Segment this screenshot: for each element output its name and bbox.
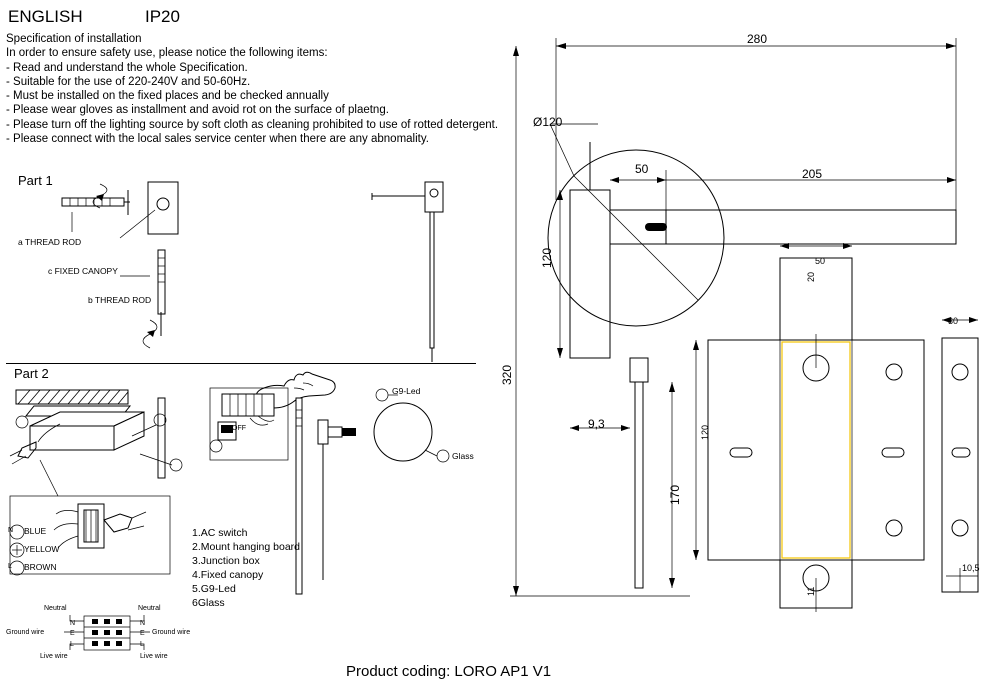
dim-arm-inner: 50 — [635, 162, 649, 176]
wire-legend-label-blue: BLUE — [24, 526, 47, 536]
terminal-right-mid-label: Ground wire — [152, 629, 191, 636]
part2-label: Part 2 — [14, 366, 49, 381]
spec-item-3: - Must be installed on the fixed places and be checked annually — [6, 90, 329, 102]
wire-legend-symbol-2: L — [8, 563, 12, 570]
terminal-left-code-n: N — [70, 620, 76, 627]
part1-callout-a: a THREAD ROD — [18, 237, 82, 247]
parts-list-item-4: 4.Fixed canopy — [192, 569, 264, 581]
terminal-left-top-label: Neutral — [44, 605, 67, 612]
terminal-right-bottom-label: Live wire — [140, 653, 168, 660]
dim-plate-width: 50 — [815, 256, 826, 266]
terminal-left-code-e: E — [70, 630, 75, 637]
dim-diameter: Ø120 — [533, 115, 563, 129]
wire-legend-symbol-0: N — [8, 527, 14, 534]
terminal-wiring-diagram — [0, 604, 220, 676]
dim-plate-height: 120 — [700, 424, 710, 440]
section-divider — [6, 363, 476, 364]
part1-diagram — [0, 160, 500, 360]
parts-list-item-6: 6Glass — [192, 597, 225, 609]
spec-item-4: - Please wear gloves as installment and avoid rot on the surface of plaetng. — [6, 104, 389, 116]
parts-list-item-5: 5.G9-Led — [192, 583, 236, 595]
product-coding-label: Product coding: LORO AP1 V1 — [346, 663, 552, 680]
terminal-right-code-e: E — [140, 630, 145, 637]
spec-title: Specification of installation — [6, 33, 142, 45]
dim-plate-thickness: 30 — [948, 316, 959, 326]
g9-led-label: G9-Led — [392, 386, 421, 396]
spec-item-2: - Suitable for the use of 220-240V and 50-60Hz. — [6, 76, 251, 88]
dim-total-height: 320 — [500, 364, 514, 385]
wire-legend-label-yellow: YELLOW — [24, 544, 60, 554]
dim-rod-length: 170 — [668, 484, 682, 505]
part1-label: Part 1 — [18, 173, 53, 188]
dim-top-width: 280 — [747, 32, 768, 46]
language-label: ENGLISH — [8, 7, 83, 26]
parts-list-item-1: 1.AC switch — [192, 527, 248, 539]
terminal-left-code-l: L — [70, 641, 74, 648]
parts-list-item-2: 2.Mount hanging board — [192, 541, 300, 553]
part1-callout-b: b THREAD ROD — [88, 295, 152, 305]
glass-label: Glass — [452, 451, 474, 461]
terminal-right-code-l: L — [140, 641, 144, 648]
dim-canopy-height: 120 — [540, 247, 554, 268]
terminal-right-top-label: Neutral — [138, 605, 161, 612]
wire-legend-label-brown: BROWN — [24, 562, 57, 572]
dim-hole-top: 20 — [806, 271, 816, 282]
dim-edge: 10,5 — [962, 563, 980, 573]
dim-hole-bottom: 11 — [806, 586, 816, 596]
terminal-left-bottom-label: Live wire — [40, 653, 68, 660]
terminal-left-mid-label: Ground wire — [6, 629, 45, 636]
terminal-right-code-n: N — [140, 620, 146, 627]
spec-item-1: - Read and understand the whole Specification. — [6, 62, 248, 74]
spec-intro: In order to ensure safety use, please notice the following items: — [6, 47, 328, 59]
technical-drawing — [490, 20, 1000, 630]
spec-item-6: - Please connect with the local sales service center when there are any abnomality. — [6, 133, 429, 145]
dim-arm-length: 205 — [802, 167, 823, 181]
spec-item-5: - Please turn off the lighting source by soft cloth as cleaning prohibited to use of rotted detergent. — [6, 119, 499, 131]
dim-offset: 9,3 — [588, 417, 605, 431]
switch-off-label: OFF — [232, 425, 246, 432]
ip-rating-label: IP20 — [145, 7, 180, 26]
parts-list-item-3: 3.Junction box — [192, 555, 260, 567]
part1-callout-c: c FIXED CANOPY — [48, 266, 118, 276]
